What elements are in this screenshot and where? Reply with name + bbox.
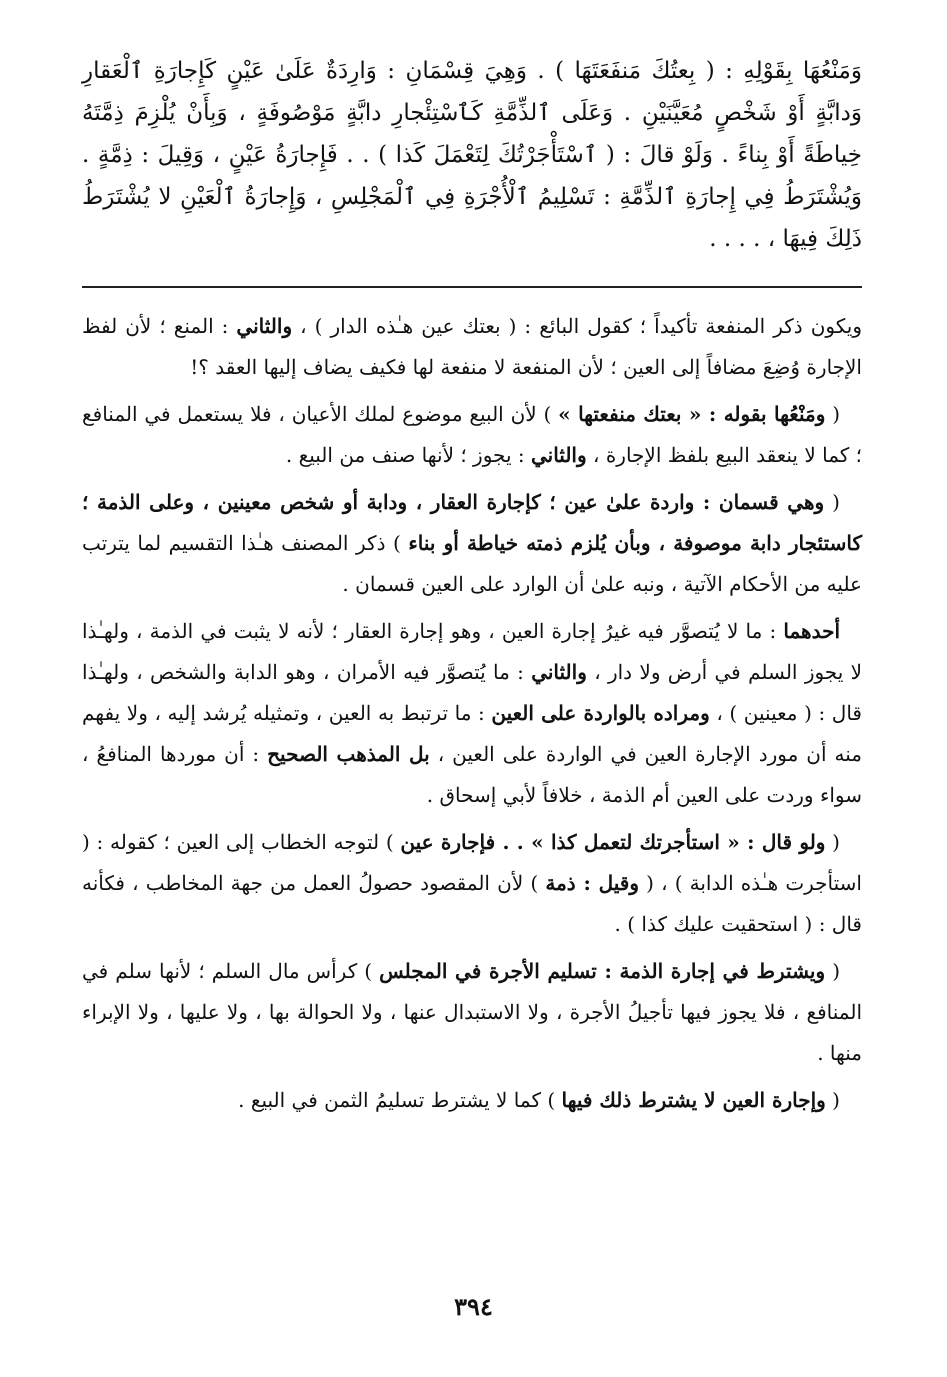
text-run: ( bbox=[825, 1088, 840, 1112]
commentary-paragraph-7 bbox=[82, 1080, 862, 1121]
text-run: ) ذكر المصنف هـٰذا التقسيم لما يترتب عليه من الأحكام الآتية ، ونبه علىٰ أن الوارد على العين قسمان . bbox=[82, 531, 862, 596]
commentary-paragraph-2 bbox=[82, 394, 862, 476]
bold-run: ويشترط في إجارة الذمة : تسليم الأجرة في المجلس bbox=[379, 959, 826, 983]
text-run: ) لأن البيع موضوع لملك الأعيان ، فلا يستعمل في المنافع ؛ كما لا ينعقد البيع بلفظ الإجارة ، bbox=[82, 402, 862, 467]
text-run: ( bbox=[825, 830, 840, 854]
bold-run: ولو قال : « استأجرتك لتعمل كذا » . . فإجارة عين bbox=[400, 830, 826, 854]
text-run: ) كرأس مال السلم ؛ لأنها سلم في المنافع ، فلا يجوز فيها تأجيلُ الأجرة ، ولا الاستبدال عنها ، ولا الحوالة بها ، ولا عليها ، ولا الإبراء منها . bbox=[82, 959, 862, 1065]
matn-text: وَمَنْعُهَا بِقَوْلِهِ : ( بِعتُكَ مَنفَعَتَهَا ) . وَهِيَ قِسْمَانِ : وَارِدَةٌ عَلَىٰ عَيْنٍ كَإِجارَةِ ٱلْعَقارِ وَدابَّةٍ أَوْ شَخْصٍ مُعَيَّنَيْنِ . وَعَلَى ٱلذِّمَّةِ كَٱسْتِئْجارِ دابَّةٍ مَوْصُوفَةٍ ، وَبِأَنْ يُلْزِمَ ذِمَّتَهُ خِياطَةً أَوْ بِناءً . وَلَوْ قالَ : ( ٱسْتَأْجَرْتُكَ لِتَعْمَلَ كَذا ) . . فَإِجارَةُ عَيْنٍ ، وَقِيلَ : ذِمَّةٍ . وَيُشْتَرَطُ فِي إِجارَةِ ٱلذِّمَّةِ : تَسْلِيمُ ٱلْأُجْرَةِ فِي ٱلْمَجْلِسِ ، وَإِجارَةُ ٱلْعَيْنِ لا يُشْتَرَطُ ذَلِكَ فِيهَا ، . . . . bbox=[82, 58, 862, 252]
commentary-paragraph-1 bbox=[82, 306, 862, 388]
text-run: : المنع ؛ لأن لفظ الإجارة وُضِعَ مضافاً إلى العين ؛ لأن المنفعة لا منفعة لها فكيف يضاف إليها العقد ؟! bbox=[82, 314, 862, 379]
text-run: : يجوز ؛ لأنها صنف من البيع . bbox=[285, 443, 531, 467]
commentary-paragraph-4 bbox=[82, 611, 862, 816]
page-content bbox=[82, 50, 862, 1127]
commentary bbox=[82, 306, 862, 1121]
bold-run: وهي قسمان : واردة علىٰ عين ؛ كإجارة العقار ، ودابة أو شخص معينين ، وعلى الذمة ؛ كاستئجار دابة موصوفة ، وبأن يُلزم ذمته خياطة أو بناء bbox=[82, 490, 862, 555]
text-run: : ما ترتبط به العين ، وتمثيله يُرشد إليه ، ولا يفهم منه أن مورد الإجارة العين في الواردة على العين ، bbox=[82, 701, 862, 766]
text-run: : أن موردها المنافعُ ، سواء وردت على العين أم الذمة ، خلافاً لأبي إسحاق . bbox=[82, 742, 862, 807]
commentary-paragraph-6 bbox=[82, 951, 862, 1074]
bold-run: والثاني bbox=[531, 660, 587, 684]
bold-run: بل المذهب الصحيح bbox=[267, 742, 430, 766]
bold-run: ومَنْعُها بقوله : « بعتك منفعتها » bbox=[558, 402, 826, 426]
text-run: ويكون ذكر المنفعة تأكيداً ؛ كقول البائع : ( بعتك عين هـٰذه الدار ) ، bbox=[292, 314, 862, 338]
page-number: ٣٩٤ bbox=[454, 1292, 493, 1321]
bold-run: وقيل : ذمة bbox=[545, 871, 639, 895]
text-run: ) لأن المقصود حصولُ العمل من جهة المخاطب ، فكأنه قال : ( استحقيت عليك كذا ) . bbox=[82, 871, 862, 936]
divider-line bbox=[82, 286, 862, 288]
commentary-paragraph-5 bbox=[82, 822, 862, 945]
text-run: : ما لا يُتصوَّر فيه غيرُ إجارة العين ، وهو إجارة العقار ؛ لأنه لا يثبت في الذمة ، ولهـٰذا لا يجوز السلم في أرض ولا دار ، bbox=[82, 619, 863, 684]
bold-run: ومراده بالواردة على العين bbox=[491, 701, 710, 725]
text-run: ( bbox=[825, 402, 840, 426]
text-run: ( bbox=[825, 959, 841, 983]
commentary-paragraph-3 bbox=[82, 482, 862, 605]
bold-run: وإجارة العين لا يشترط ذلك فيها bbox=[561, 1088, 826, 1112]
bold-run: والثاني bbox=[530, 443, 587, 467]
text-run: ( bbox=[824, 490, 840, 514]
text-run: ) كما لا يشترط تسليمُ الثمن في البيع . bbox=[238, 1088, 562, 1112]
text-run: : ما يُتصوَّر فيه الأمران ، وهو الدابة والشخص ، ولهـٰذا قال : ( معينين ) ، bbox=[82, 660, 862, 725]
bold-run: والثاني bbox=[236, 314, 293, 338]
bold-run: أحدهما bbox=[783, 619, 840, 643]
text-run: ) لتوجه الخطاب إلى العين ؛ كقوله : ( استأجرت هـٰذه الدابة ) ، ( bbox=[82, 830, 862, 895]
